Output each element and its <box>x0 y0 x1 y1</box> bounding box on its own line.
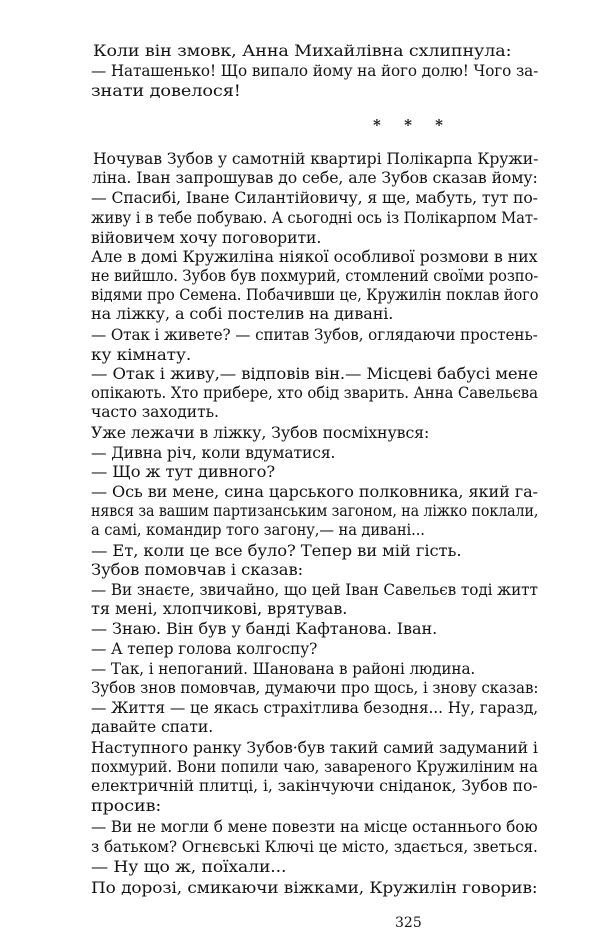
text-line: — Ви знаєте, звичайно, що цей Іван Савельєв тоді житт <box>91 581 538 599</box>
text-line: — Наташенько! Що випало йому на його долю! Чого за- <box>91 62 539 80</box>
section-separator: * * * <box>373 116 452 134</box>
text-line: часто заходить. <box>91 403 219 421</box>
text-line: — Ви не могли б мене повезти на місце останнього бою <box>91 818 538 836</box>
text-line: Ночував Зубов у самотній квартирі Полікарпа Кружи- <box>93 150 539 168</box>
text-line: тя мені, хлопчикові, врятував. <box>91 600 348 618</box>
text-line: — Ну що ж, поїхали... <box>91 858 287 876</box>
text-line: Але в домі Кружиліна ніякої особливої розмови в них <box>91 248 538 266</box>
text-line: — Що ж тут дивного? <box>91 463 275 481</box>
text-line: електричній плитці, і, закінчуючи сніданок, Зубов по- <box>91 777 538 795</box>
text-line: — Ет, коли це все було? Тепер ви мій гість. <box>91 542 462 560</box>
text-line: знати довелося! <box>91 82 241 100</box>
page-number: 325 <box>395 915 422 931</box>
text-line: а самі, командир того загону,— на дивані... <box>91 521 425 539</box>
text-line: нявся за вашим партизанським загоном, на ліжко поклали, <box>91 502 539 520</box>
text-line: Уже лежачи в ліжку, Зубов посміхнувся: <box>91 424 430 442</box>
text-line: — Життя — це якась страхітлива безодня... Ну, гаразд, <box>91 699 539 717</box>
text-line: — Отак і живете? — спитав Зубов, оглядаючи простень- <box>91 326 538 344</box>
text-line: По дорозі, смикаючи віжками, Кружилін говорив: <box>91 879 538 897</box>
text-line: війовичем хочу поговорити. <box>91 229 322 247</box>
text-line: — Спасибі, Іване Силантійовичу, я ще, мабуть, тут по- <box>91 189 538 207</box>
text-line: — Ось ви мене, сина царського полковника, який га- <box>91 483 538 501</box>
text-line: — Отак і живу,— відповів він.— Місцеві бабусі мене <box>91 365 538 383</box>
text-line: — А тепер голова колгоспу? <box>91 640 318 658</box>
text-line: просив: <box>91 797 162 815</box>
text-line: ліна. Іван запрошував до себе, але Зубов сказав йому: <box>92 169 538 187</box>
text-line: опікають. Хто прибере, хто обід зварить. Анна Савельєва <box>91 384 538 402</box>
text-line: на ліжку, а собі постелив на дивані. <box>91 305 394 323</box>
text-line: — Знаю. Він був у банді Кафтанова. Іван. <box>91 620 438 638</box>
text-line: похмурий. Вони попили чаю, завареного Кружиліним на <box>91 758 538 776</box>
text-line: давайте спати. <box>91 718 214 736</box>
text-line: з батьком? Огнєвські Ключі це місто, здається, зветься. <box>91 838 538 856</box>
text-line: Зубов помовчав і сказав: <box>91 561 303 579</box>
text-line: живу і в тебе побуваю. А сьогодні ось із Полікарпом Мат- <box>91 209 538 227</box>
text-line: Зубов знов помовчав, думаючи про щось, і знову сказав: <box>91 679 539 697</box>
text-line: Коли він змовк, Анна Михайлівна схлипнула: <box>93 42 512 60</box>
text-line: Наступного ранку Зубов·був такий самий задуманий і <box>91 739 538 757</box>
text-line: — Дивна річ, коли вдуматися. <box>91 444 336 462</box>
text-line: — Так, і непоганий. Шанована в районі людина. <box>91 660 476 678</box>
text-line: ку кімнату. <box>91 346 192 364</box>
text-line: не вийшло. Зубов був похмурий, стомлений своїми розпо- <box>91 267 539 285</box>
text-line: відями про Семена. Побачивши це, Кружилін поклав його <box>91 286 539 304</box>
